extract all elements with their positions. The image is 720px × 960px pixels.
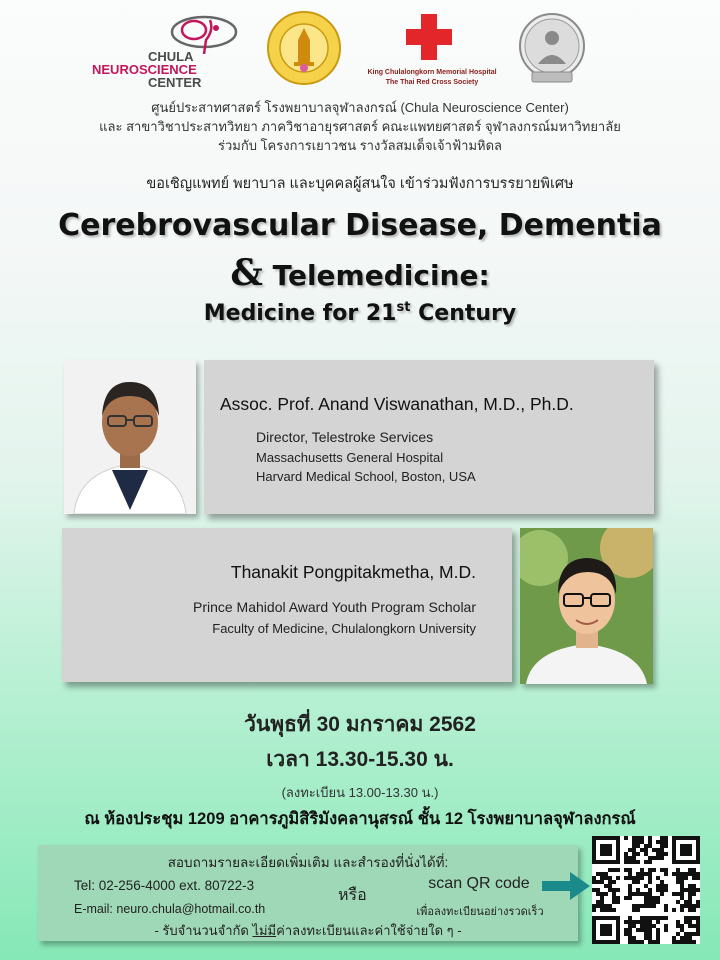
- scan-qr-label: scan QR code: [428, 875, 530, 892]
- speaker-2-role: Prince Mahidol Award Youth Program Scholar: [192, 599, 476, 615]
- title-telemedicine: Telemedicine:: [272, 259, 490, 292]
- speaker-1-affiliation-2: Harvard Medical School, Boston, USA: [256, 469, 476, 484]
- footer-underlined: ไม่มี: [252, 923, 277, 938]
- organizer-line-3: ร่วมกับ โครงการเยาวชน รางวัลสมเด็จเจ้าฟ้ามหิดล: [217, 138, 503, 153]
- scan-qr-sublabel: เพื่อลงทะเบียนอย่างรวดเร็ว: [416, 906, 544, 918]
- contact-box: [38, 845, 578, 941]
- neuroscience-word: NEUROSCIENCE: [92, 62, 197, 77]
- registration-time: (ลงทะเบียน 13.00-13.30 น.): [281, 785, 439, 800]
- speaker-1-role: Director, Telestroke Services: [256, 429, 434, 445]
- event-time: เวลา 13.30-15.30 น.: [266, 748, 454, 771]
- faculty-seal-logo: [266, 10, 342, 86]
- title-line-1: Cerebrovascular Disease, Dementia: [58, 208, 662, 243]
- speaker-2-name: Thanakit Pongpitakmetha, M.D.: [230, 562, 476, 582]
- title-superscript: st: [396, 300, 411, 315]
- title-line-3: [20, 300, 700, 326]
- speaker-1-name: Assoc. Prof. Anand Viswanathan, M.D., Ph.D.: [220, 394, 574, 414]
- brain-symbol-icon: [132, 14, 282, 54]
- hospital-caption: King Chulalongkorn Memorial Hospital: [367, 69, 497, 76]
- title-line-2: [20, 252, 700, 294]
- contact-heading: สอบถามรายละเอียดเพิ่มเติม และสำรองที่นั่งได้ที่:: [167, 855, 449, 870]
- contact-phone[interactable]: Tel: 02-256-4000 ext. 80722-3: [74, 878, 255, 893]
- organizer-line-2: และ สาขาวิชาประสาทวิทยา ภาควิชาอายุรศาสตร์ คณะแพทยศาสตร์ จุฬาลงกรณ์มหาวิทยาลัย: [99, 119, 621, 134]
- footer-suffix: ค่าลงทะเบียนและค่าใช้จ่ายใด ๆ -: [276, 923, 462, 938]
- contact-footer: [38, 920, 578, 941]
- arrow-right-icon: [542, 872, 590, 900]
- chula-word: CHULA: [148, 49, 194, 64]
- speaker-2-affiliation: Faculty of Medicine, Chulalongkorn University: [212, 621, 476, 636]
- event-datetime: [40, 708, 680, 803]
- speaker-1-card: [204, 360, 654, 514]
- speaker-2-card: [62, 528, 512, 682]
- speaker-1-affiliation-1: Massachusetts General Hospital: [256, 450, 444, 465]
- center-word: CENTER: [148, 75, 202, 90]
- contact-email[interactable]: E-mail: neuro.chula@hotmail.co.th: [74, 902, 266, 916]
- invitation-line: ขอเชิญแพทย์ พยาบาล และบุคคลผู้สนใจ เข้าร่วมฟังการบรรยายพิเศษ: [146, 176, 574, 192]
- qr-code[interactable]: [592, 836, 700, 944]
- title-medicine-for: Medicine for 21: [203, 301, 397, 326]
- ampersand: &: [230, 252, 263, 294]
- organizer-line-1: ศูนย์ประสาทศาสตร์ โรงพยาบาลจุฬาลงกรณ์ (Chula Neuroscience Center): [151, 100, 569, 115]
- speaker-1-photo: [64, 360, 196, 514]
- red-cross-logo: [362, 12, 502, 92]
- speaker-2-photo: [520, 528, 653, 684]
- title-century: Century: [418, 301, 517, 326]
- organizer-block: [40, 98, 680, 155]
- prince-mahidol-coin-logo: [518, 12, 586, 84]
- event-date: วันพุธที่ 30 มกราคม 2562: [244, 713, 476, 736]
- event-venue: ณ ห้องประชุม 1209 อาคารภูมิสิริมังคลานุสรณ์ ชั้น 12 โรงพยาบาลจุฬาลงกรณ์: [84, 810, 636, 828]
- red-cross-caption: The Thai Red Cross Society: [385, 79, 479, 86]
- contact-or: หรือ: [338, 887, 367, 904]
- chula-neuroscience-logo: [92, 14, 242, 90]
- footer-prefix: - รับจำนวนจำกัด: [154, 923, 253, 938]
